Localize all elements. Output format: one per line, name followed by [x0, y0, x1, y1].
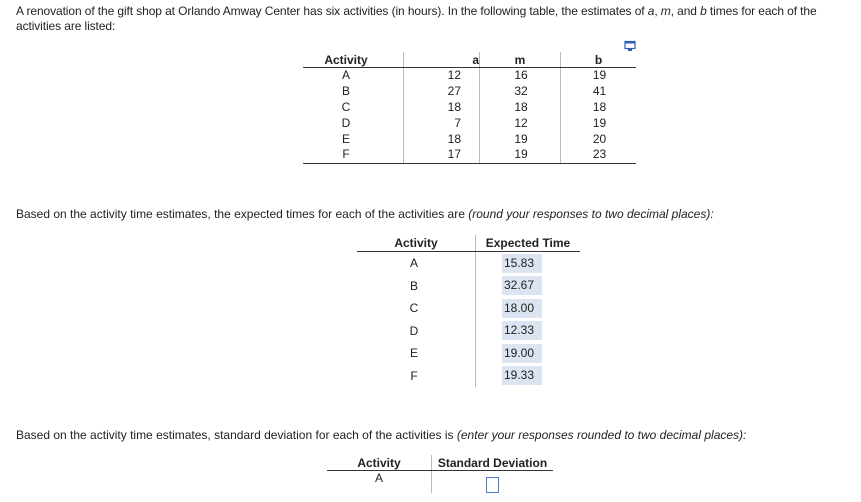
expected-time-cell [476, 297, 581, 320]
question-expected-times [16, 207, 714, 222]
table-row [303, 84, 636, 100]
intro-text-2: times for each of the activities are listed: [16, 4, 817, 33]
table-row [303, 100, 636, 116]
cell-activity: D [341, 115, 351, 130]
estimates-table [303, 52, 636, 164]
table-row [357, 252, 580, 275]
question2-hint: (enter your responses rounded to two decimal places): [456, 428, 747, 442]
cell-b: 19 [561, 115, 637, 131]
standard-deviation-input[interactable] [486, 477, 499, 493]
cell-m: 12 [480, 115, 561, 131]
cell-activity: D [409, 323, 419, 338]
expected-time-cell [476, 275, 581, 298]
cell-b: 41 [561, 84, 637, 100]
cell-activity: A [341, 68, 350, 83]
cell-activity: C [341, 99, 351, 114]
cell-activity: C [409, 301, 419, 316]
cell-a: 18 [404, 100, 480, 116]
cell-m: 16 [480, 68, 561, 84]
standard-deviation-table [327, 455, 553, 493]
cell-b: 19 [561, 68, 637, 84]
col-header-b: b [561, 52, 637, 68]
expected-time-answer[interactable]: 19.33 [502, 366, 542, 385]
estimates-header-row [303, 52, 636, 68]
table-row [303, 115, 636, 131]
cell-m: 18 [480, 100, 561, 116]
expected-time-cell [476, 252, 581, 275]
cell-activity: B [409, 278, 418, 293]
var-m: m [660, 4, 671, 18]
cell-activity: B [341, 84, 350, 99]
col-header-m: m [480, 52, 561, 68]
intro-text-1: A renovation of the gift shop at Orlando Amway Center has six activities (in hours). In the following table, the estimates of [16, 4, 648, 18]
question1-text: Based on the activity time estimates, the expected times for each of the activities are [16, 207, 469, 221]
cell-m: 32 [480, 84, 561, 100]
cell-a: 12 [404, 68, 480, 84]
col-header-activity: Activity [303, 52, 404, 68]
col-header-a: a [404, 52, 480, 68]
question2-text: Based on the activity time estimates, standard deviation for each of the activities is [16, 428, 457, 442]
expected-time-answer[interactable]: 19.00 [502, 344, 542, 363]
question-standard-deviation [16, 428, 746, 443]
cell-a: 7 [404, 115, 480, 131]
col-header-expected-time: Expected Time [476, 235, 581, 252]
intro-sep-1: , [654, 4, 661, 18]
expected-time-cell [476, 320, 581, 343]
table-row [357, 275, 580, 298]
table-row [303, 147, 636, 163]
cell-a: 17 [404, 147, 480, 163]
table-row [303, 131, 636, 147]
table-row [327, 471, 553, 494]
table-row [357, 342, 580, 365]
var-a: a [647, 4, 655, 18]
table-row [357, 297, 580, 320]
problem-intro [16, 4, 856, 34]
expected-time-cell [476, 342, 581, 365]
cell-activity: E [341, 131, 350, 146]
cell-m: 19 [480, 131, 561, 147]
question1-hint: (round your responses to two decimal places): [468, 207, 714, 221]
col-header-standard-deviation: Standard Deviation [432, 455, 554, 471]
copy-table-icon[interactable] [624, 40, 636, 52]
cell-a: 18 [404, 131, 480, 147]
cell-a: 27 [404, 84, 480, 100]
table-row [303, 68, 636, 84]
expected-time-table [357, 235, 580, 387]
cell-b: 20 [561, 131, 637, 147]
sd-header-row [327, 455, 553, 471]
cell-activity: E [409, 346, 418, 361]
intro-sep-2: , and [670, 4, 701, 18]
cell-m: 19 [480, 147, 561, 163]
expected-header-row [357, 235, 580, 252]
col-header-activity: Activity [327, 455, 432, 471]
var-b: b [700, 4, 707, 18]
col-header-activity: Activity [357, 235, 476, 252]
expected-time-answer[interactable]: 32.67 [502, 276, 542, 295]
cell-activity: A [409, 256, 418, 271]
standard-deviation-cell [432, 471, 554, 494]
expected-time-answer[interactable]: 18.00 [502, 299, 542, 318]
expected-time-answer[interactable]: 15.83 [502, 254, 542, 273]
table-row [357, 365, 580, 388]
table-row [357, 320, 580, 343]
cell-activity: F [303, 147, 404, 163]
cell-b: 18 [561, 100, 637, 116]
cell-activity: F [410, 368, 418, 383]
cell-activity: A [374, 471, 383, 485]
expected-time-answer[interactable]: 12.33 [502, 321, 542, 340]
cell-b: 23 [561, 147, 637, 163]
expected-time-cell [476, 365, 581, 388]
